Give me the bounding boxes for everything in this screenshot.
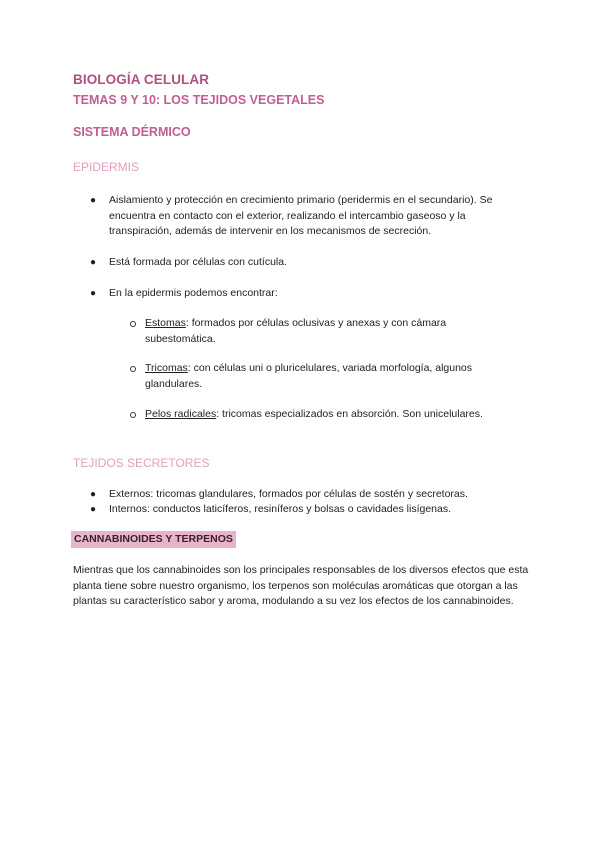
epidermis-heading: EPIDERMIS [73, 160, 140, 174]
bullet-icon: ● [90, 257, 97, 268]
document-subtitle: TEMAS 9 Y 10: LOS TEJIDOS VEGETALES [73, 93, 325, 107]
subitem-text: : con células uni o pluricelulares, variada morfología, algunos glandulares. [145, 362, 473, 390]
subitem-term: Estomas [145, 317, 186, 329]
bullet-icon: ● [90, 195, 97, 206]
subitem-term: Tricomas [145, 362, 188, 374]
section-title: SISTEMA DÉRMICO [73, 125, 191, 139]
secretores-item-2: Internos: conductos laticíferos, resiníferos y bolsas o cavidades lisígenas. [109, 503, 452, 515]
bullet-icon: ● [90, 489, 97, 500]
subitem-text: : tricomas especializados en absorción. Son unicelulares. [216, 408, 483, 420]
epidermis-item-2: Está formada por células con cutícula. [109, 256, 288, 268]
epidermis-item-1: Aislamiento y protección en crecimiento primario (peridermis en el secundario). Se encuentra en contacto con el exterior, realizando el intercambio gaseoso y la transpiración, además de intervenir en los mecanismos de secreción. [109, 194, 493, 237]
document-title: BIOLOGÍA CELULAR [73, 72, 210, 87]
hollow-bullet-icon [130, 412, 136, 418]
epidermis-item-3: En la epidermis podemos encontrar: [109, 287, 278, 299]
subitem-tricomas [145, 361, 485, 392]
secretores-item-1: Externos: tricomas glandulares, formados por células de sostén y secretoras. [109, 488, 468, 500]
hollow-bullet-icon [130, 366, 136, 372]
subitem-text: : formados por células oclusivas y anexas y con cámara subestomática. [145, 317, 447, 345]
subitem-term: Pelos radicales [145, 408, 217, 420]
bullet-icon: ● [90, 288, 97, 299]
subitem-estomas [145, 316, 475, 347]
subitem-pelos-radicales [145, 407, 525, 423]
cannabinoides-heading: CANNABINOIDES Y TERPENOS [71, 531, 236, 548]
cannabinoides-paragraph: Mientras que los cannabinoides son los principales responsables de los diversos efectos que esta planta tiene sobre nuestro organismo, los terpenos son moléculas aromáticas que otorgan a las plantas su característico sabor y aroma, modulando a su vez los efectos de los cannabinoides. [73, 564, 529, 607]
secretores-heading: TEJIDOS SECRETORES [73, 456, 210, 470]
bullet-icon: ● [90, 504, 97, 515]
hollow-bullet-icon [130, 321, 136, 327]
